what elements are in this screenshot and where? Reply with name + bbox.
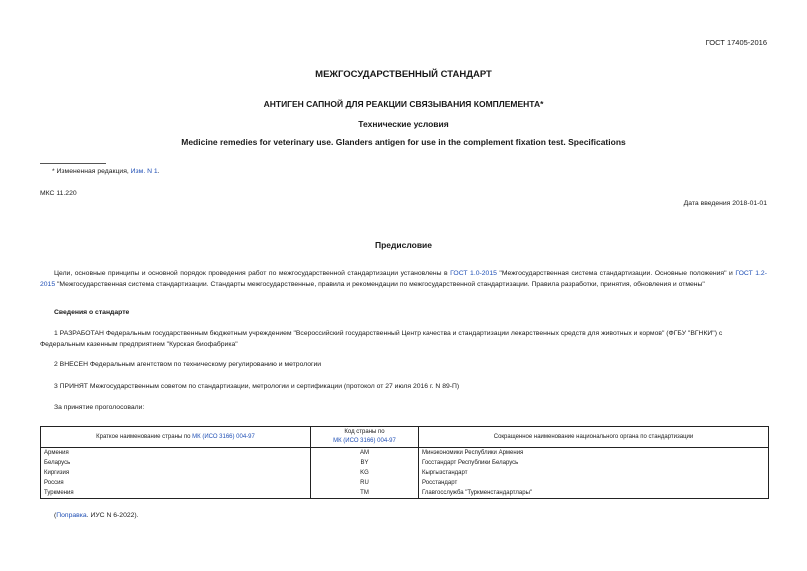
code-cell: RU <box>311 478 419 488</box>
p1-text-a: Цели, основные принципы и основной порядок проведения работ по межгосударственной стандартизации установлены в <box>54 270 451 277</box>
table-row <box>41 478 769 488</box>
table-row <box>41 468 769 478</box>
standard-subtitle: Технические условия <box>358 119 449 129</box>
developed-by-line2: Федеральным казенным предприятием "Курская биофабрика" <box>40 341 238 348</box>
national-body-cell: Главгосслужба "Туркменстандартлары" <box>419 488 769 499</box>
national-body-cell: Кыргызстандарт <box>419 468 769 478</box>
footnote <box>52 168 160 175</box>
mks-code: МКС 11.220 <box>40 190 77 197</box>
mk-iso-link[interactable]: МК (ИСО 3166) 004-97 <box>192 433 255 440</box>
preface-paragraph <box>40 268 767 290</box>
standard-kind-title: МЕЖГОСУДАРСТВЕННЫЙ СТАНДАРТ <box>315 69 492 80</box>
standard-name-title: АНТИГЕН САПНОЙ ДЛЯ РЕАКЦИИ СВЯЗЫВАНИЯ КОМПЛЕМЕНТА* <box>263 99 544 109</box>
standard-info-heading: Сведения о стандарте <box>54 309 130 316</box>
introduced-by-paragraph: 2 ВНЕСЕН Федеральным агентством по техническому регулированию и метрологии <box>54 361 322 368</box>
correction-note: (Поправка. ИУС N 6-2022). <box>54 512 139 519</box>
national-body-cell: Госстандарт Республики Беларусь <box>419 458 769 468</box>
country-cell: Беларусь <box>41 458 311 468</box>
footnote-divider <box>40 163 106 164</box>
mk-iso-link[interactable]: МК (ИСО 3166) 004-97 <box>333 438 396 444</box>
country-cell: Россия <box>41 478 311 488</box>
voted-for-label: За принятие проголосовали: <box>54 404 145 411</box>
footnote-text: * Измененная редакция, <box>52 168 131 175</box>
table-row <box>41 458 769 468</box>
gost-1-2-link[interactable]: ГОСТ 1.2-2015 <box>40 270 767 288</box>
amendment-link[interactable]: Изм. N 1 <box>130 168 158 175</box>
national-body-cell: Минэкономики Республики Армения <box>419 448 769 459</box>
table-row <box>41 448 769 459</box>
table-header-row <box>41 427 769 448</box>
country-code-header: Код страны по МК (ИСО 3166) 004-97 <box>311 427 419 448</box>
correction-link[interactable]: Поправка <box>56 512 87 519</box>
preface-heading: Предисловие <box>374 240 433 250</box>
code-cell: KG <box>311 468 419 478</box>
code-cell: BY <box>311 458 419 468</box>
standard-english-title: Medicine remedies for veterinary use. Glanders antigen for use in the complement fixation test. Specifications <box>181 137 626 147</box>
developed-by-paragraph <box>40 328 786 350</box>
votes-table <box>40 426 769 499</box>
code-cell: AM <box>311 448 419 459</box>
p1-text-b: "Межгосударственная система стандартизации. Основные положения" и <box>496 270 736 277</box>
adopted-by-paragraph: 3 ПРИНЯТ Межгосударственным советом по стандартизации, метрологии и сертификации (протокол от 27 июля 2016 г. N 89-П) <box>54 383 460 390</box>
country-cell: Армения <box>41 448 311 459</box>
p1-text-c: "Межгосударственная система стандартизации. Стандарты межгосударственные, правила и рекомендации по межгосударственной стандартизации. Правила разработки, принятия, обновления и отмены" <box>55 281 705 288</box>
gost-1-0-link[interactable]: ГОСТ 1.0-2015 <box>450 270 497 277</box>
national-body-header: Сокращенное наименование национального органа по стандартизации <box>419 427 769 448</box>
table-row <box>41 488 769 499</box>
code-cell: TM <box>311 488 419 499</box>
effective-date: Дата введения 2018-01-01 <box>683 200 767 207</box>
national-body-cell: Росстандарт <box>419 478 769 488</box>
developed-by-line1: 1 РАЗРАБОТАН Федеральным государственным бюджетным учреждением "Всероссийский государственный Центр качества и стандартизации лекарственных средств для животных и кормов" (ФГБУ "ВГНКИ") с <box>54 330 723 337</box>
footnote-tail: . <box>157 168 160 175</box>
country-name-header: Краткое наименование страны по МК (ИСО 3166) 004-97 <box>41 427 311 448</box>
country-cell: Киргизия <box>41 468 311 478</box>
document-code: ГОСТ 17405-2016 <box>705 38 767 47</box>
country-cell: Туркмения <box>41 488 311 499</box>
